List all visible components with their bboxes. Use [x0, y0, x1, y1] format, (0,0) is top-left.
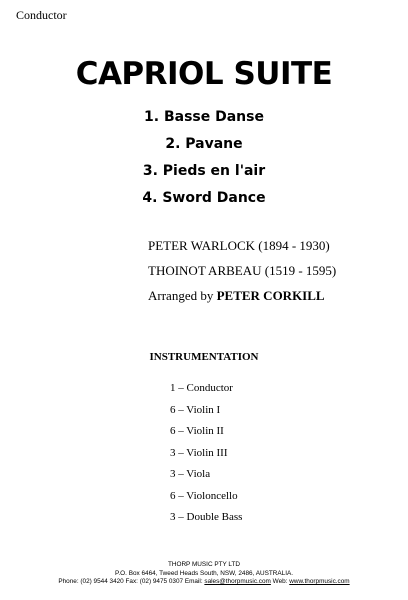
instrument-item: 3 – Viola: [170, 468, 211, 480]
movement-item: 2. Pavane: [165, 136, 243, 152]
instrumentation-list: [170, 381, 242, 532]
instrument-item: 3 – Double Bass: [170, 511, 243, 523]
publisher-footer: [0, 561, 408, 587]
email-link[interactable]: sales@thorpmusic.com: [204, 578, 271, 585]
publisher-contact: [0, 578, 408, 587]
movement-item: 1. Basse Danse: [144, 109, 264, 125]
website-link[interactable]: www.thorpmusic.com: [289, 578, 350, 585]
movement-item: 4. Sword Dance: [142, 190, 266, 206]
instrument-item: 3 – Violin III: [170, 446, 228, 459]
web-label: Web:: [270, 578, 290, 585]
composer-line-warlock: PETER WARLOCK (1894 - 1930): [148, 238, 330, 253]
composer-credits: [148, 237, 336, 312]
contact-phone-fax: Phone: (02) 9544 3420 Fax: (02) 9475 0307 Email:: [58, 578, 205, 585]
movement-item: 3. Pieds en l'air: [142, 163, 266, 179]
instrument-item: 6 – Violin II: [170, 425, 224, 437]
instrument-item: 6 – Violoncello: [170, 489, 238, 502]
movement-list: [0, 107, 408, 215]
part-label: Conductor: [16, 8, 67, 22]
publisher-name: THORP MUSIC PTY LTD: [167, 561, 241, 568]
instrument-item: 1 – Conductor: [170, 382, 233, 394]
arranger-line: [148, 287, 336, 312]
instrument-item: 6 – Violin I: [170, 403, 221, 416]
arranged-by-label: Arranged by: [148, 288, 217, 303]
instrumentation-heading: INSTRUMENTATION: [149, 351, 259, 363]
publisher-address: P.O. Box 6464, Tweed Heads South, NSW, 2486, AUSTRALIA.: [114, 569, 294, 577]
composer-line-arbeau: THOINOT ARBEAU (1519 - 1595): [148, 263, 337, 278]
arranger-name: PETER CORKILL: [216, 288, 325, 303]
page-title: CAPRIOL SUITE: [75, 56, 333, 92]
